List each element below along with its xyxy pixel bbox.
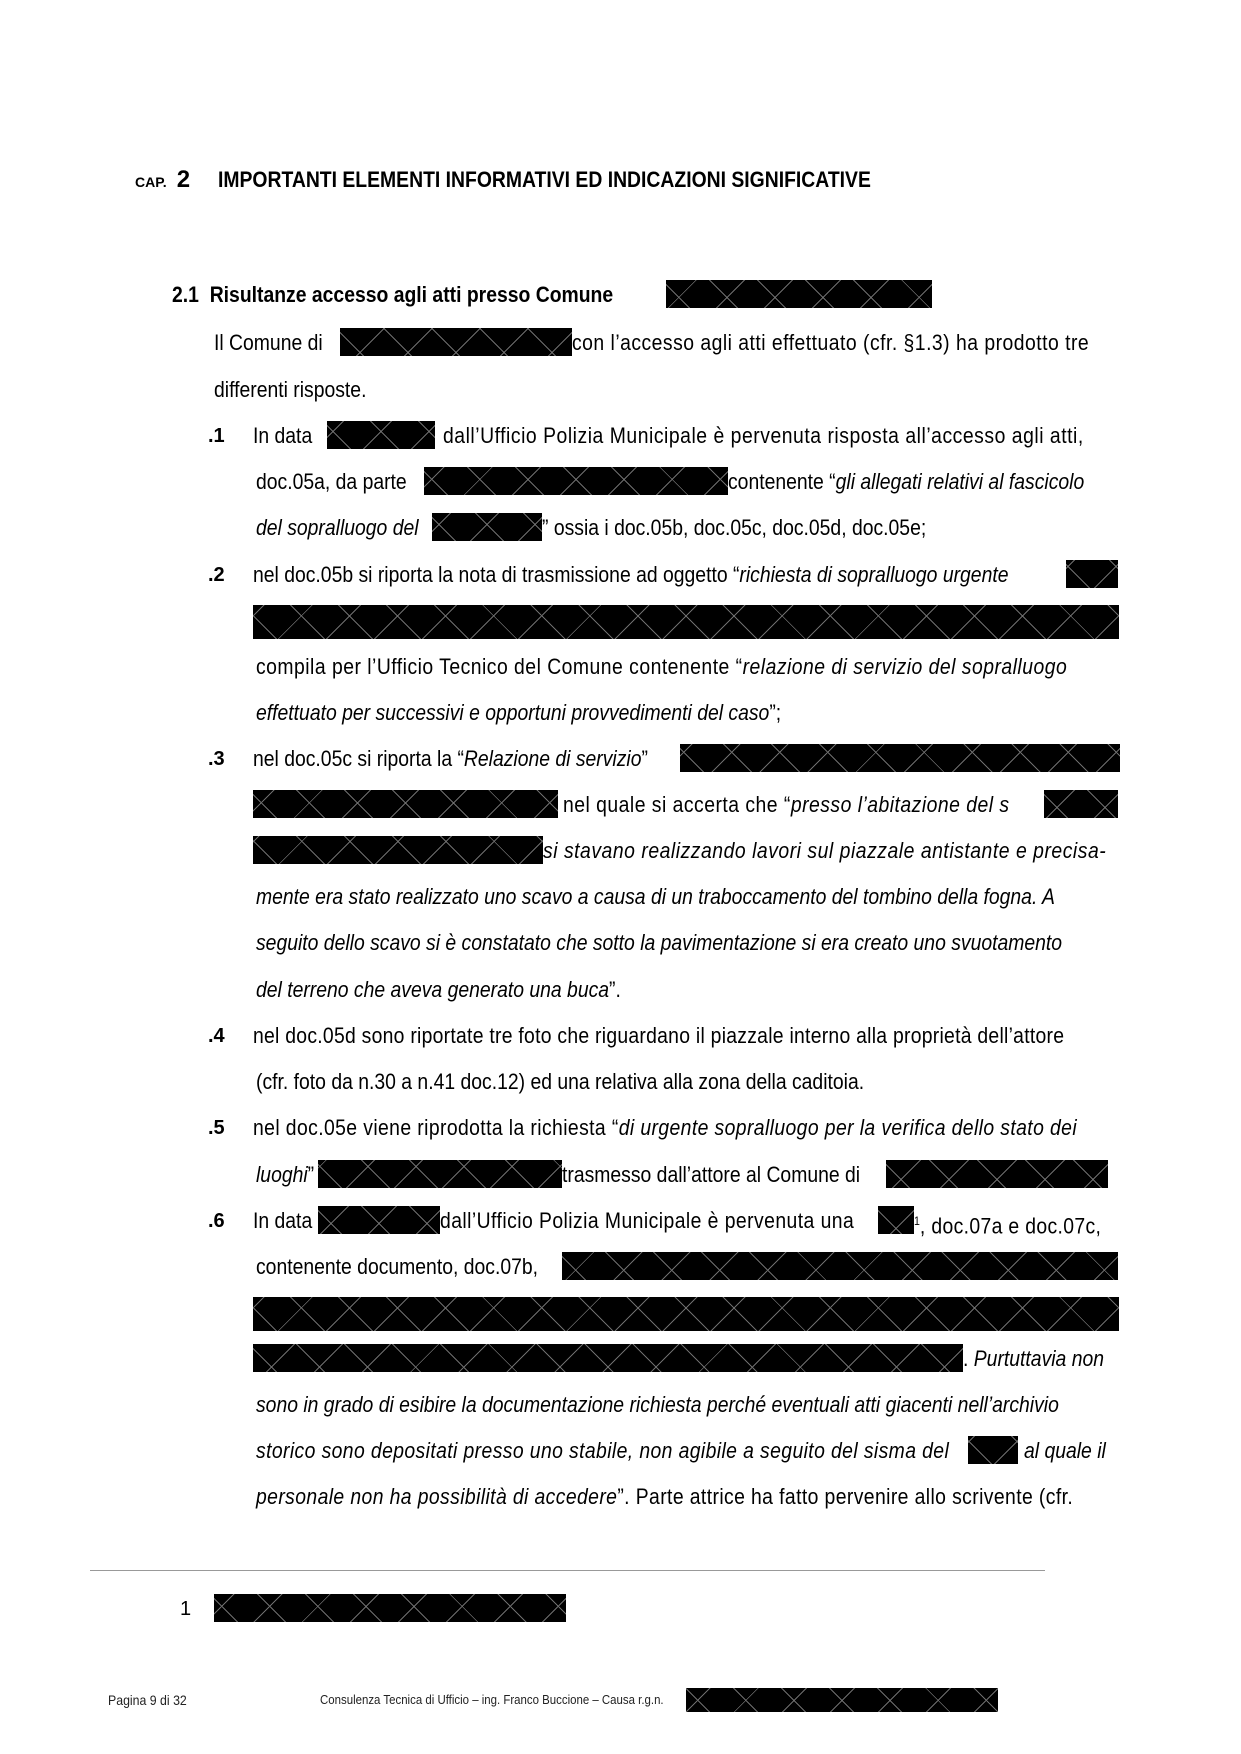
item-1-line-2: doc.05a, da parte (256, 469, 407, 494)
item-6-line-2: contenente documento, doc.07b, (256, 1254, 539, 1279)
section-number: 2.1 (172, 282, 199, 307)
redaction-block (340, 328, 572, 356)
chapter-prefix: CAP. (135, 174, 167, 190)
item-6-line-6b: al quale il (1024, 1438, 1106, 1463)
redaction-block (1044, 790, 1118, 818)
item-1-line-3b: ” ossia i doc.05b, doc.05c, doc.05d, doc.05e; (542, 515, 927, 540)
redaction-block (424, 467, 728, 495)
redaction-block (886, 1160, 1108, 1188)
item-6-line-1: In data (253, 1208, 313, 1233)
item-2-line-3: compila per l’Ufficio Tecnico del Comune contenente “relazione di servizio del sopralluogo (256, 654, 1068, 679)
footer-center-text: Consulenza Tecnica di Ufficio – ing. Franco Buccione – Causa r.g.n. (320, 1692, 664, 1707)
item-number: .1 (208, 425, 225, 447)
item-number: .5 (208, 1117, 225, 1139)
item-4-line-1: nel doc.05d sono riportate tre foto che riguardano il piazzale interno alla proprietà dell’attore (253, 1023, 1065, 1048)
item-6-line-5: sono in grado di esibire la documentazione richiesta perché eventuali atti giacenti nell’archivio (256, 1392, 1059, 1417)
redaction-block (214, 1594, 566, 1622)
item-6-line-6: storico sono depositati presso uno stabile, non agibile a seguito del sisma del (256, 1438, 950, 1463)
redaction-block (680, 744, 1120, 772)
redaction-block (968, 1436, 1018, 1464)
item-1-line-3: del sopralluogo del (256, 515, 419, 540)
redaction-block (432, 513, 542, 541)
item-number: .6 (208, 1210, 225, 1232)
redaction-block (253, 1297, 1119, 1331)
item-3-line-4: mente era stato realizzato uno scavo a causa di un traboccamento del tombino della fogna. A (256, 884, 1055, 909)
redaction-block (562, 1252, 1118, 1280)
section-heading (172, 280, 673, 310)
item-3-line-1: nel doc.05c si riporta la “Relazione di servizio” (253, 746, 648, 771)
item-3-line-5: seguito dello scavo si è constatato che sotto la pavimentazione si era creato uno svuotamento (256, 930, 1063, 955)
redaction-block (878, 1206, 914, 1234)
redaction-block (327, 421, 435, 449)
chapter-heading (135, 165, 871, 195)
redaction-block (253, 790, 558, 818)
item-1-line-1b: dall’Ufficio Polizia Municipale è pervenuta risposta all’accesso agli atti, (443, 423, 1084, 448)
item-6-line-1c: $^1$, doc.07a e doc.07c, (914, 1213, 1102, 1239)
intro-line-1b: con l’accesso agli atti effettuato (cfr. §1.3) ha prodotto tre (572, 330, 1090, 355)
footnote-separator (90, 1570, 1045, 1571)
item-2-line-4: effettuato per successivi e opportuni provvedimenti del caso”; (256, 700, 782, 725)
item-5-line-1: nel doc.05e viene riprodotta la richiesta “di urgente sopralluogo per la verifica dello stato dei (253, 1115, 1078, 1140)
item-3-line-3: si stavano realizzando lavori sul piazzale antistante e precisa- (543, 838, 1107, 863)
item-6-line-7: personale non ha possibilità di accedere”. Parte attrice ha fatto pervenire allo scrivente (cfr. (256, 1484, 1074, 1509)
footer-page-number: Pagina 9 di 32 (108, 1692, 187, 1708)
item-5-line-2c: trasmesso dall’attore al Comune di (562, 1162, 861, 1187)
item-1-line-2b: contenente “gli allegati relativi al fascicolo (728, 469, 1085, 494)
item-4-line-2: (cfr. foto da n.30 a n.41 doc.12) ed una relativa alla zona della caditoia. (256, 1069, 865, 1094)
item-number: .3 (208, 748, 225, 770)
redaction-block (318, 1206, 440, 1234)
item-1-line-1: In data (253, 423, 313, 448)
redaction-block (686, 1688, 998, 1712)
item-2-line-1: nel doc.05b si riporta la nota di trasmissione ad oggetto “richiesta di sopralluogo urgente (253, 562, 1009, 587)
redaction-block (666, 280, 932, 308)
item-number: .2 (208, 564, 225, 586)
item-6-line-1b: dall’Ufficio Polizia Municipale è pervenuta una (440, 1208, 855, 1233)
section-title: Risultanze accesso agli atti presso Comune (209, 282, 614, 307)
item-3-line-6: del terreno che aveva generato una buca”. (256, 977, 621, 1002)
item-5-line-2: luoghi” (256, 1162, 315, 1187)
redaction-block (1066, 560, 1118, 588)
intro-line-1: Il Comune di (214, 330, 323, 355)
redaction-block (318, 1160, 562, 1188)
intro-line-2: differenti risposte. (214, 377, 367, 402)
item-number: .4 (208, 1025, 225, 1047)
chapter-number: 2 (176, 166, 191, 193)
item-6-line-4: . Purtuttavia non (963, 1346, 1105, 1371)
redaction-block (253, 1344, 963, 1372)
redaction-block (253, 605, 1119, 639)
item-3-line-2: nel quale si accerta che “presso l’abitazione del s (563, 792, 1010, 817)
redaction-block (253, 836, 543, 864)
chapter-title: IMPORTANTI ELEMENTI INFORMATIVI ED INDICAZIONI SIGNIFICATIVE (218, 167, 871, 192)
footnote-number: 1 (180, 1598, 192, 1620)
